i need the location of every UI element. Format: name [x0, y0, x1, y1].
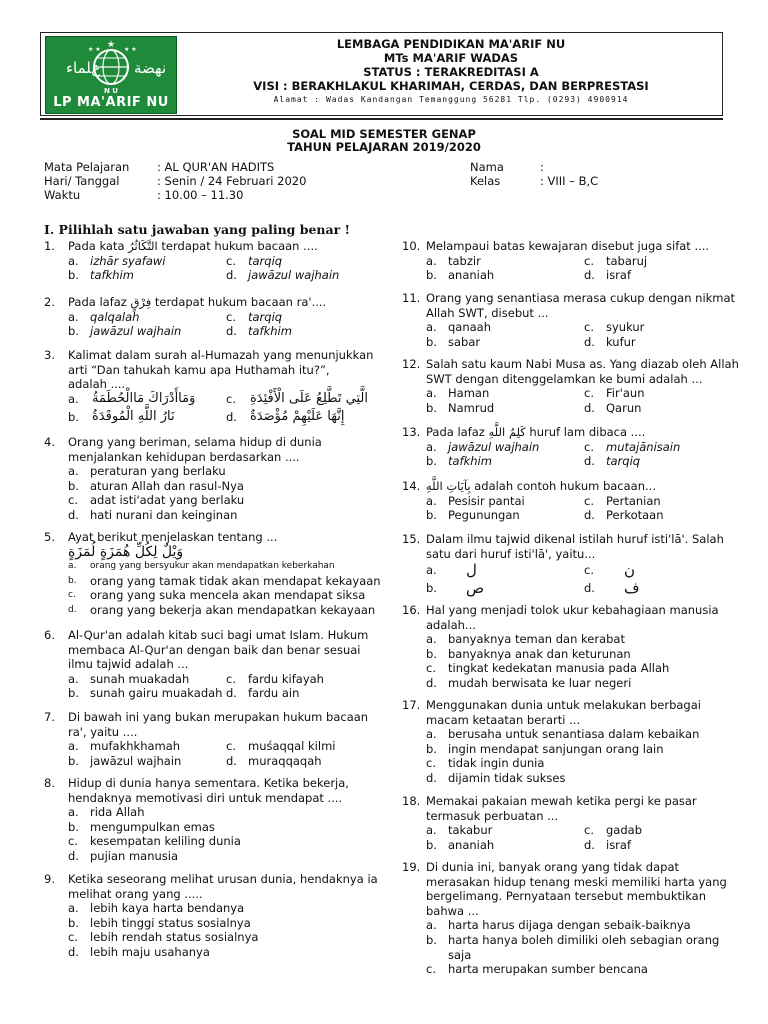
- question-number: 15.: [402, 532, 421, 546]
- option-text: muraqqaqah: [248, 753, 322, 768]
- option-letter: c.: [226, 739, 236, 754]
- question-text: bergelimang. Pernyataan tersebut membuktikan: [426, 889, 706, 904]
- option-text: harta harus dijaga dengan sebaik-baiknya: [448, 918, 691, 933]
- question-number: 1.: [44, 239, 55, 253]
- option-text: qanaah: [448, 320, 492, 335]
- option-letter: a.: [68, 901, 79, 916]
- option-letter: c.: [426, 756, 436, 771]
- option-text: rida Allah: [90, 805, 145, 820]
- option-letter: d.: [584, 837, 595, 852]
- option-text: orang yang bersyukur akan mendapatkan keberkahan: [90, 561, 335, 572]
- question-text: arti “Dan tahukah kamu apa Huthamah itu?”,: [68, 362, 330, 377]
- question-text: bahwa ...: [426, 903, 479, 918]
- option-letter: d.: [68, 945, 79, 959]
- question-text: Di dunia ini, banyak orang yang tidak dapat: [426, 860, 679, 874]
- option-text: kesempatan keliling dunia: [90, 834, 241, 849]
- option-text: Haman: [448, 386, 490, 401]
- option-text: Pertanian: [606, 493, 661, 508]
- option-text: Namrud: [448, 400, 495, 415]
- option-letter: c.: [226, 671, 236, 686]
- option-text: israf: [606, 268, 632, 283]
- option-letter: b.: [426, 508, 437, 523]
- option-letter: a.: [426, 918, 437, 933]
- option-letter: d.: [226, 753, 237, 768]
- question-number: 2.: [44, 295, 55, 309]
- question-number: 19.: [402, 860, 421, 874]
- option-letter: c.: [426, 661, 436, 676]
- option-letter: b.: [426, 400, 437, 415]
- option-text: tafkhim: [248, 324, 292, 339]
- question-text: satu dari huruf isti'lā', yaitu...: [426, 546, 596, 561]
- question-text: termasuk perbuatan ...: [426, 808, 559, 823]
- name-field: :: [540, 160, 544, 174]
- option-text: tidak ingin dunia: [448, 756, 545, 771]
- nu-globe-icon: [46, 37, 176, 97]
- option-letter: a.: [426, 439, 437, 454]
- question-text: melihat orang yang .....: [68, 886, 203, 901]
- option-letter: d.: [584, 508, 595, 523]
- question-number: 8.: [44, 776, 55, 790]
- question-text: macam ketaatan berarti ...: [426, 712, 581, 727]
- question-text: ilmu tajwid adalah ...: [68, 657, 189, 672]
- option-text: orang yang suka mencela akan mendapat siksa: [90, 588, 366, 603]
- option-text: ن: [624, 561, 636, 580]
- option-letter: c.: [226, 391, 236, 406]
- option-text: hati nurani dan keinginan: [90, 508, 238, 522]
- option-text: نَارُ اللَّهِ الْمُوقَدَةُ: [92, 408, 175, 424]
- option-text: ananiah: [448, 268, 495, 283]
- option-text: jawāzul wajhain: [248, 268, 340, 283]
- option-text: mufakhkhamah: [90, 739, 181, 754]
- option-letter: c.: [584, 320, 594, 335]
- question-number: 18.: [402, 794, 421, 808]
- option-text: tarqiq: [248, 309, 283, 324]
- option-letter: c.: [226, 253, 236, 268]
- option-text: syukur: [606, 320, 645, 335]
- option-letter: d.: [584, 268, 595, 283]
- option-letter: a.: [68, 464, 79, 479]
- option-letter: b.: [426, 334, 437, 349]
- question-text: ra', yaitu ....: [68, 724, 138, 739]
- option-letter: c.: [584, 823, 594, 838]
- question-text: بِآيَاتِ اللَّهِ adalah contoh hukum bacaan...: [426, 479, 656, 493]
- option-letter: a.: [426, 320, 437, 335]
- question-number: 13.: [402, 425, 421, 439]
- svg-text:★ ★: ★ ★: [88, 46, 101, 53]
- option-letter: d.: [584, 400, 595, 415]
- name-label: Nama: [470, 160, 504, 174]
- question-text: Menggunakan dunia untuk melakukan berbagai: [426, 698, 701, 712]
- question-text: Dalam ilmu tajwid dikenal istilah huruf isti'lā'. Salah: [426, 532, 724, 546]
- option-text: jawāzul wajhain: [90, 324, 182, 339]
- option-text: harta merupakan sumber bencana: [448, 962, 648, 977]
- option-text: mutajānisain: [606, 439, 681, 454]
- option-text: mudah berwisata ke luar negeri: [448, 676, 632, 690]
- subject-value: : AL QUR'AN HADITS: [157, 160, 275, 174]
- exam-year: TAHUN PELAJARAN 2019/2020: [287, 140, 481, 154]
- class-label: Kelas: [470, 174, 501, 188]
- option-letter: a.: [68, 253, 79, 268]
- option-text: sunah gairu muakadah: [90, 686, 223, 701]
- question-text: adalah...: [426, 617, 476, 632]
- question-number: 7.: [44, 710, 55, 724]
- svg-text:ﻧﻬﻀﺔ: ﻧﻬﻀﺔ: [134, 59, 167, 77]
- option-text: ingin mendapat sanjungan orang lain: [448, 741, 664, 756]
- option-letter: c.: [68, 493, 78, 508]
- option-text: Pesisir pantai: [448, 493, 525, 508]
- school-vision: VISI : BERAKHLAKUL KHARIMAH, CERDAS, DAN BERPRESTASI: [253, 79, 649, 93]
- option-letter: a.: [68, 391, 79, 406]
- question-text: menjalankan kehidupan berdasarkan ....: [68, 449, 300, 464]
- option-text: qalqalah: [90, 309, 140, 324]
- option-letter: a.: [68, 561, 77, 572]
- option-text: tarqiq: [248, 253, 283, 268]
- option-text: jawāzul wajhain: [90, 753, 182, 768]
- option-text: aturan Allah dan rasul-Nya: [90, 478, 244, 493]
- option-letter: b.: [68, 409, 79, 424]
- option-text: kufur: [606, 334, 636, 349]
- option-text: israf: [606, 837, 632, 852]
- logo-label: LP MA'ARIF NU: [53, 95, 169, 110]
- option-letter: a.: [426, 632, 437, 647]
- option-letter: b.: [68, 915, 79, 930]
- question-number: 17.: [402, 698, 421, 712]
- option-letter: b.: [68, 819, 79, 834]
- question-number: 6.: [44, 628, 55, 642]
- option-letter: c.: [68, 834, 78, 849]
- svg-text:★: ★: [106, 40, 116, 50]
- class-value: : VIII – B,C: [540, 174, 599, 188]
- option-text: Fir'aun: [606, 386, 645, 401]
- option-letter: d.: [584, 454, 595, 469]
- question-text: Memakai pakaian mewah ketika pergi ke pasar: [426, 794, 697, 808]
- time-label: Waktu: [44, 188, 81, 202]
- option-letter: a.: [426, 386, 437, 401]
- option-letter: c.: [68, 930, 78, 945]
- option-text: tabzir: [448, 253, 481, 268]
- option-text: gadab: [606, 823, 642, 838]
- option-text: dijamin tidak sukses: [448, 771, 566, 785]
- option-text: mengumpulkan emas: [90, 819, 215, 834]
- option-text: tafkhim: [90, 268, 134, 283]
- option-text: pujian manusia: [90, 849, 179, 863]
- option-letter: a.: [68, 805, 79, 820]
- time-value: : 10.00 – 11.30: [157, 188, 244, 202]
- option-text: ف: [624, 579, 640, 598]
- option-letter: d.: [584, 334, 595, 349]
- option-letter: d.: [584, 581, 595, 596]
- section-instruction: I. Pilihlah satu jawaban yang paling benar !: [44, 222, 351, 237]
- question-text: Pada lafaz كَلِمُ اللَّهِ huruf lam dibaca ....: [426, 425, 646, 439]
- option-letter: b.: [68, 268, 79, 283]
- question-text: وَيْلٌ لِكُلِّ هُمَزَةٍ لُمَزَةٍ: [68, 543, 184, 560]
- option-text: izhār syafawi: [90, 253, 166, 268]
- option-letter: b.: [426, 646, 437, 661]
- question-number: 3.: [44, 348, 55, 362]
- option-text: jawāzul wajhain: [448, 439, 540, 454]
- option-text: tabaruj: [606, 253, 648, 268]
- question-text: SWT dengan ditenggelamkan ke bumi adalah ...: [426, 371, 703, 386]
- option-text: lebih kaya harta bendanya: [90, 901, 245, 916]
- option-text: ص: [466, 579, 485, 598]
- question-text: Orang yang senantiasa merasa cukup dengan nikmat: [426, 291, 736, 305]
- date-value: : Senin / 24 Februari 2020: [157, 174, 307, 188]
- svg-text:N U: N U: [104, 87, 118, 95]
- question-text: Salah satu kaum Nabi Musa as. Yang diazab oleh Allah: [426, 357, 739, 371]
- option-text: saja: [448, 947, 472, 962]
- question-number: 16.: [402, 603, 421, 617]
- svg-text:عﻠﻤﺎء: عﻠﻤﺎء: [66, 59, 101, 77]
- option-letter: d.: [68, 508, 79, 522]
- option-text: Perkotaan: [606, 508, 664, 523]
- option-letter: d.: [226, 686, 237, 701]
- date-label: Hari/ Tanggal: [44, 174, 120, 188]
- option-letter: b.: [426, 268, 437, 283]
- question-text: Pada lafaz فِرْقٍ terdapat hukum bacaan ra'....: [68, 295, 327, 309]
- option-letter: d.: [68, 849, 79, 863]
- option-letter: c.: [426, 962, 436, 977]
- option-text: fardu ain: [248, 686, 300, 701]
- question-number: 4.: [44, 435, 55, 449]
- option-text: lebih tinggi status sosialnya: [90, 915, 251, 930]
- option-text: berusaha untuk senantiasa dalam kebaikan: [448, 727, 700, 742]
- option-letter: d.: [226, 324, 237, 339]
- option-letter: b.: [426, 741, 437, 756]
- question-text: hendaknya memotivasi diri untuk mendapat ....: [68, 790, 343, 805]
- option-text: muśaqqal kilmi: [248, 739, 336, 754]
- option-text: orang yang bekerja akan mendapatkan kekayaan: [90, 603, 376, 617]
- option-letter: a.: [68, 309, 79, 324]
- option-text: tarqiq: [606, 454, 641, 469]
- school-address: Alamat : Wadas Kandangan Temanggung 56281 Tlp. (0293) 4900914: [273, 95, 629, 104]
- option-letter: b.: [426, 837, 437, 852]
- option-text: sabar: [448, 334, 481, 349]
- option-letter: a.: [426, 253, 437, 268]
- option-text: tingkat kedekatan manusia pada Allah: [448, 661, 670, 676]
- option-letter: c.: [584, 439, 594, 454]
- option-letter: b.: [68, 324, 79, 339]
- option-text: Pegunungan: [448, 508, 520, 523]
- question-number: 11.: [402, 291, 421, 305]
- option-letter: d.: [68, 605, 77, 615]
- question-number: 14.: [402, 479, 421, 493]
- option-letter: c.: [584, 386, 594, 401]
- question-text: merasakan hidup tenang meski memiliki harta yang: [426, 874, 727, 889]
- exam-title: SOAL MID SEMESTER GENAP: [292, 127, 476, 141]
- option-text: tafkhim: [448, 454, 492, 469]
- header-divider: [40, 118, 723, 120]
- option-text: banyaknya anak dan keturunan: [448, 646, 631, 661]
- option-letter: c.: [584, 493, 594, 508]
- question-text: Hal yang menjadi tolok ukur kebahagiaan manusia: [426, 603, 719, 617]
- svg-text:★ ★: ★ ★: [124, 46, 137, 53]
- subject-label: Mata Pelajaran: [44, 160, 130, 174]
- question-text: Pada kata التَّكَاثُرُ terdapat hukum bacaan ....: [68, 239, 318, 253]
- option-letter: c.: [68, 590, 76, 601]
- option-text: وَمَاأَدْرَاكَ مَاالْحُطَمَةُ: [92, 390, 196, 406]
- option-letter: d.: [226, 268, 237, 283]
- option-text: adat isti'adat yang berlaku: [90, 493, 245, 508]
- option-letter: b.: [68, 753, 79, 768]
- option-letter: c.: [584, 563, 594, 578]
- option-letter: b.: [68, 478, 79, 493]
- option-text: إِنَّهَا عَلَيْهِمْ مُؤْصَدَةٌ: [250, 408, 345, 424]
- option-letter: a.: [68, 739, 79, 754]
- option-letter: b.: [426, 454, 437, 469]
- option-letter: a.: [68, 671, 79, 686]
- option-text: lebih maju usahanya: [90, 945, 210, 959]
- option-text: ananiah: [448, 837, 495, 852]
- option-letter: b.: [426, 581, 437, 596]
- question-text: membaca Al-Qur'an dengan baik dan benar sesuai: [68, 642, 361, 657]
- option-letter: a.: [426, 563, 437, 578]
- question-text: Allah SWT, disebut ...: [426, 305, 549, 320]
- option-text: peraturan yang berlaku: [90, 464, 226, 479]
- question-text: adalah ....: [68, 377, 126, 392]
- option-letter: d.: [426, 771, 437, 785]
- option-text: sunah muakadah: [90, 671, 190, 686]
- option-text: banyaknya teman dan kerabat: [448, 632, 625, 647]
- question-text: Ketika seseorang melihat urusan dunia, hendaknya ia: [68, 872, 378, 886]
- option-letter: c.: [584, 253, 594, 268]
- option-letter: c.: [226, 309, 236, 324]
- question-text: Kalimat dalam surah al-Humazah yang menunjukkan: [68, 348, 374, 362]
- option-text: harta hanya boleh dimiliki oleh sebagian orang: [448, 933, 720, 947]
- option-text: takabur: [448, 823, 493, 838]
- question-number: 5.: [44, 530, 55, 544]
- question-number: 9.: [44, 872, 55, 886]
- school-header: [40, 32, 723, 116]
- option-text: ل: [466, 561, 477, 580]
- question-number: 10.: [402, 239, 421, 253]
- option-letter: b.: [426, 933, 437, 947]
- question-text: Al-Qur'an adalah kitab suci bagi umat Islam. Hukum: [68, 628, 369, 642]
- question-number: 12.: [402, 357, 421, 371]
- option-letter: b.: [68, 686, 79, 701]
- option-letter: a.: [426, 727, 437, 742]
- question-text: Di bawah ini yang bukan merupakan hukum bacaan: [68, 710, 369, 724]
- institution-name: LEMBAGA PENDIDIKAN MA'ARIF NU: [336, 37, 566, 51]
- option-letter: a.: [426, 493, 437, 508]
- option-text: fardu kifayah: [248, 671, 324, 686]
- accreditation-status: STATUS : TERAKREDITASI A: [363, 65, 539, 79]
- lp-maarif-nu-logo: [45, 36, 177, 114]
- option-text: Qarun: [606, 400, 642, 415]
- option-letter: a.: [426, 823, 437, 838]
- option-text: orang yang tamak tidak akan mendapat kekayaan: [90, 573, 381, 588]
- question-text: Hidup di dunia hanya sementara. Ketika bekerja,: [68, 776, 349, 790]
- option-text: lebih rendah status sosialnya: [90, 930, 259, 945]
- school-info: [181, 37, 721, 107]
- option-text: الَّتِي تَطَّلِعُ عَلَى الْأَفْئِدَةِ: [250, 390, 368, 406]
- question-text: Ayat berikut menjelaskan tentang ...: [68, 530, 278, 544]
- school-name: MTs MA'ARIF WADAS: [383, 51, 519, 65]
- option-letter: b.: [68, 575, 77, 586]
- option-letter: d.: [426, 676, 437, 690]
- question-text: Orang yang beriman, selama hidup di dunia: [68, 435, 322, 449]
- question-text: Melampaui batas kewajaran disebut juga sifat ....: [426, 239, 710, 253]
- option-letter: d.: [226, 409, 237, 424]
